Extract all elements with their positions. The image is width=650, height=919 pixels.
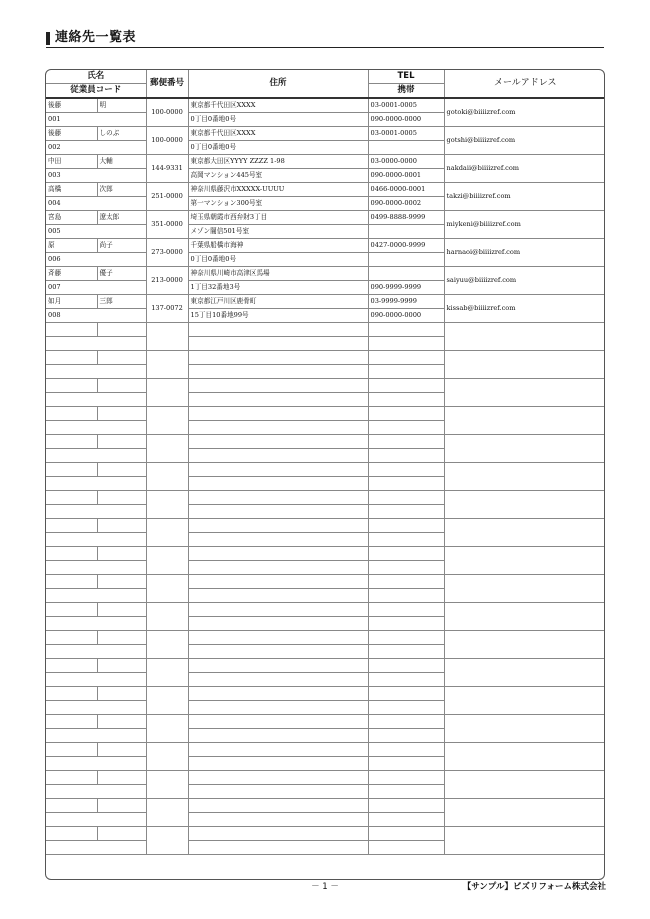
tel-cell: 03-0001-0005 — [368, 127, 444, 141]
zip-cell — [146, 547, 188, 575]
address-line2-cell — [188, 617, 368, 631]
last-name-cell: 中田 — [46, 155, 97, 169]
first-name-cell — [97, 491, 146, 505]
zip-cell: 100-0000 — [146, 127, 188, 155]
mobile-cell — [368, 813, 444, 827]
last-name-cell — [46, 799, 97, 813]
address-line2-cell — [188, 561, 368, 575]
address-line1-cell — [188, 435, 368, 449]
mobile-cell: 090-9999-9999 — [368, 281, 444, 295]
tel-cell — [368, 827, 444, 841]
mobile-cell — [368, 841, 444, 855]
address-line2-cell — [188, 505, 368, 519]
address-line1-cell: 千葉県船橋市海神 — [188, 239, 368, 253]
address-line1-cell — [188, 827, 368, 841]
employee-code-cell: 001 — [46, 113, 146, 127]
address-line1-cell: 東京都千代田区XXXX — [188, 98, 368, 113]
last-name-cell: 宮島 — [46, 211, 97, 225]
company-name: 【サンプル】ビズリフォーム株式会社 — [462, 882, 606, 892]
last-name-cell — [46, 715, 97, 729]
table-row — [46, 547, 605, 561]
employee-code-cell: 004 — [46, 197, 146, 211]
zip-cell — [146, 631, 188, 659]
address-line1-cell — [188, 351, 368, 365]
address-line1-cell — [188, 463, 368, 477]
email-cell: miykeni@biiiizref.com — [444, 211, 605, 239]
employee-code-cell — [46, 701, 146, 715]
mobile-cell: 090-0000-0001 — [368, 169, 444, 183]
address-line2-cell — [188, 421, 368, 435]
zip-cell — [146, 603, 188, 631]
email-cell — [444, 575, 605, 603]
address-line2-cell — [188, 785, 368, 799]
last-name-cell — [46, 827, 97, 841]
zip-cell — [146, 771, 188, 799]
email-cell: gotshi@biiiizref.com — [444, 127, 605, 155]
last-name-cell — [46, 603, 97, 617]
employee-code-cell — [46, 757, 146, 771]
tel-cell — [368, 435, 444, 449]
zip-cell — [146, 799, 188, 827]
employee-code-cell — [46, 841, 146, 855]
contact-table-frame — [45, 69, 605, 880]
last-name-cell — [46, 407, 97, 421]
tel-cell — [368, 547, 444, 561]
employee-code-cell: 006 — [46, 253, 146, 267]
address-line1-cell — [188, 519, 368, 533]
employee-code-cell — [46, 365, 146, 379]
table-row — [46, 715, 605, 729]
table-row — [46, 435, 605, 449]
email-cell — [444, 323, 605, 351]
header-zip: 郵便番号 — [146, 70, 188, 98]
table-row — [46, 799, 605, 813]
address-line2-cell — [188, 393, 368, 407]
first-name-cell — [97, 323, 146, 337]
address-line1-cell — [188, 379, 368, 393]
page-header — [46, 30, 604, 48]
tel-cell — [368, 519, 444, 533]
first-name-cell — [97, 799, 146, 813]
header-email: メールアドレス — [444, 70, 605, 98]
table-row — [46, 155, 605, 169]
tel-cell: 0466-0000-0001 — [368, 183, 444, 197]
tel-cell — [368, 267, 444, 281]
mobile-cell: 090-0000-0002 — [368, 197, 444, 211]
table-row — [46, 575, 605, 589]
address-line1-cell — [188, 659, 368, 673]
tel-cell — [368, 659, 444, 673]
header-employee-code: 従業員コード — [46, 84, 146, 99]
email-cell — [444, 771, 605, 799]
first-name-cell — [97, 547, 146, 561]
mobile-cell — [368, 393, 444, 407]
zip-cell: 251-0000 — [146, 183, 188, 211]
zip-cell — [146, 519, 188, 547]
zip-cell: 351-0000 — [146, 211, 188, 239]
address-line1-cell — [188, 687, 368, 701]
mobile-cell — [368, 757, 444, 771]
tel-cell: 03-0001-0005 — [368, 98, 444, 113]
address-line1-cell: 神奈川県藤沢市XXXXX-UUUU — [188, 183, 368, 197]
address-line1-cell — [188, 323, 368, 337]
first-name-cell — [97, 379, 146, 393]
employee-code-cell — [46, 785, 146, 799]
mobile-cell — [368, 785, 444, 799]
address-line2-cell — [188, 477, 368, 491]
zip-cell: 273-0000 — [146, 239, 188, 267]
zip-cell — [146, 379, 188, 407]
employee-code-cell — [46, 673, 146, 687]
last-name-cell — [46, 351, 97, 365]
first-name-cell — [97, 771, 146, 785]
zip-cell — [146, 687, 188, 715]
table-row — [46, 183, 605, 197]
mobile-cell — [368, 477, 444, 491]
address-line2-cell: 0丁目0番地0号 — [188, 253, 368, 267]
table-row — [46, 323, 605, 337]
last-name-cell — [46, 491, 97, 505]
address-line2-cell — [188, 757, 368, 771]
address-line1-cell — [188, 631, 368, 645]
zip-cell — [146, 463, 188, 491]
address-line1-cell — [188, 407, 368, 421]
tel-cell — [368, 463, 444, 477]
address-line1-cell — [188, 603, 368, 617]
last-name-cell — [46, 463, 97, 477]
address-line1-cell — [188, 743, 368, 757]
email-cell — [444, 491, 605, 519]
tel-cell: 0499-8888-9999 — [368, 211, 444, 225]
zip-cell: 100-0000 — [146, 98, 188, 127]
first-name-cell — [97, 743, 146, 757]
header-name: 氏名 — [46, 70, 146, 84]
table-row — [46, 827, 605, 841]
employee-code-cell — [46, 589, 146, 603]
address-line2-cell: 第一マンション300号室 — [188, 197, 368, 211]
address-line2-cell — [188, 365, 368, 379]
address-line2-cell: 15丁目10番地99号 — [188, 309, 368, 323]
email-cell: kissab@biiiizref.com — [444, 295, 605, 323]
email-cell — [444, 631, 605, 659]
employee-code-cell — [46, 477, 146, 491]
table-row — [46, 211, 605, 225]
address-line2-cell — [188, 729, 368, 743]
address-line2-cell — [188, 449, 368, 463]
mobile-cell — [368, 421, 444, 435]
first-name-cell — [97, 687, 146, 701]
first-name-cell: 遼太郎 — [97, 211, 146, 225]
email-cell — [444, 435, 605, 463]
table-row — [46, 407, 605, 421]
last-name-cell — [46, 547, 97, 561]
title-accent-bar — [46, 32, 50, 45]
first-name-cell: 優子 — [97, 267, 146, 281]
contact-table — [46, 70, 605, 855]
address-line2-cell: 高岡マンション445号室 — [188, 169, 368, 183]
address-line1-cell: 東京都千代田区XXXX — [188, 127, 368, 141]
employee-code-cell: 003 — [46, 169, 146, 183]
address-line2-cell — [188, 533, 368, 547]
employee-code-cell: 008 — [46, 309, 146, 323]
table-row — [46, 351, 605, 365]
employee-code-cell — [46, 561, 146, 575]
zip-cell — [146, 491, 188, 519]
tel-cell: 0427-0000-9999 — [368, 239, 444, 253]
employee-code-cell: 007 — [46, 281, 146, 295]
employee-code-cell — [46, 645, 146, 659]
zip-cell: 144-9331 — [146, 155, 188, 183]
tel-cell — [368, 771, 444, 785]
address-line2-cell — [188, 589, 368, 603]
first-name-cell — [97, 407, 146, 421]
table-row — [46, 463, 605, 477]
mobile-cell — [368, 505, 444, 519]
last-name-cell — [46, 743, 97, 757]
employee-code-cell — [46, 449, 146, 463]
table-row — [46, 491, 605, 505]
employee-code-cell — [46, 421, 146, 435]
zip-cell — [146, 323, 188, 351]
table-row — [46, 267, 605, 281]
mobile-cell — [368, 617, 444, 631]
zip-cell — [146, 407, 188, 435]
email-cell — [444, 547, 605, 575]
page-number: － 1 － — [311, 882, 339, 892]
employee-code-cell — [46, 505, 146, 519]
last-name-cell: 後藤 — [46, 98, 97, 113]
employee-code-cell: 002 — [46, 141, 146, 155]
employee-code-cell — [46, 813, 146, 827]
table-row — [46, 239, 605, 253]
table-row — [46, 631, 605, 645]
tel-cell — [368, 379, 444, 393]
first-name-cell — [97, 519, 146, 533]
zip-cell — [146, 715, 188, 743]
last-name-cell — [46, 659, 97, 673]
mobile-cell — [368, 673, 444, 687]
mobile-cell — [368, 701, 444, 715]
email-cell — [444, 519, 605, 547]
employee-code-cell — [46, 533, 146, 547]
last-name-cell — [46, 323, 97, 337]
last-name-cell — [46, 771, 97, 785]
table-row — [46, 295, 605, 309]
email-cell — [444, 659, 605, 687]
first-name-cell — [97, 575, 146, 589]
first-name-cell — [97, 631, 146, 645]
address-line2-cell: 0丁目0番地0号 — [188, 141, 368, 155]
address-line2-cell — [188, 701, 368, 715]
address-line1-cell — [188, 799, 368, 813]
first-name-cell: 三郎 — [97, 295, 146, 309]
first-name-cell: 尚子 — [97, 239, 146, 253]
address-line1-cell: 東京都江戸川区鹿骨町 — [188, 295, 368, 309]
mobile-cell — [368, 645, 444, 659]
last-name-cell: 斉藤 — [46, 267, 97, 281]
email-cell — [444, 743, 605, 771]
address-line1-cell — [188, 715, 368, 729]
contact-table-body — [46, 98, 605, 855]
mobile-cell — [368, 589, 444, 603]
header-tel: TEL — [368, 70, 444, 84]
email-cell — [444, 379, 605, 407]
tel-cell: 03-9999-9999 — [368, 295, 444, 309]
address-line1-cell — [188, 771, 368, 785]
table-row — [46, 743, 605, 757]
tel-cell — [368, 743, 444, 757]
address-line2-cell — [188, 813, 368, 827]
email-cell: nakdaii@biiiizref.com — [444, 155, 605, 183]
mobile-cell — [368, 449, 444, 463]
tel-cell — [368, 603, 444, 617]
email-cell — [444, 407, 605, 435]
address-line1-cell — [188, 547, 368, 561]
tel-cell — [368, 575, 444, 589]
tel-cell — [368, 799, 444, 813]
zip-cell — [146, 435, 188, 463]
zip-cell — [146, 659, 188, 687]
first-name-cell: 次郎 — [97, 183, 146, 197]
address-line2-cell: 0丁目0番地0号 — [188, 113, 368, 127]
mobile-cell — [368, 729, 444, 743]
address-line2-cell — [188, 645, 368, 659]
email-cell — [444, 603, 605, 631]
mobile-cell — [368, 225, 444, 239]
mobile-cell: 090-0000-0000 — [368, 309, 444, 323]
zip-cell — [146, 743, 188, 771]
last-name-cell — [46, 435, 97, 449]
last-name-cell: 後藤 — [46, 127, 97, 141]
first-name-cell: 大輔 — [97, 155, 146, 169]
email-cell — [444, 715, 605, 743]
table-row — [46, 603, 605, 617]
tel-cell — [368, 631, 444, 645]
tel-cell — [368, 491, 444, 505]
first-name-cell — [97, 715, 146, 729]
first-name-cell — [97, 603, 146, 617]
email-cell: gotoki@biiiizref.com — [444, 98, 605, 127]
address-line1-cell — [188, 575, 368, 589]
last-name-cell — [46, 519, 97, 533]
zip-cell — [146, 351, 188, 379]
table-row — [46, 771, 605, 785]
table-row — [46, 687, 605, 701]
tel-cell — [368, 407, 444, 421]
table-row — [46, 127, 605, 141]
zip-cell: 213-0000 — [146, 267, 188, 295]
address-line1-cell: 東京都大田区YYYY ZZZZ 1-98 — [188, 155, 368, 169]
last-name-cell — [46, 687, 97, 701]
last-name-cell — [46, 379, 97, 393]
employee-code-cell — [46, 393, 146, 407]
header-address: 住所 — [188, 70, 368, 98]
tel-cell: 03-0000-0000 — [368, 155, 444, 169]
employee-code-cell — [46, 617, 146, 631]
address-line2-cell — [188, 337, 368, 351]
address-line1-cell — [188, 491, 368, 505]
tel-cell — [368, 323, 444, 337]
employee-code-cell — [46, 337, 146, 351]
email-cell — [444, 827, 605, 855]
mobile-cell: 090-0000-0000 — [368, 113, 444, 127]
last-name-cell — [46, 575, 97, 589]
address-line2-cell: 1丁目32番地3号 — [188, 281, 368, 295]
tel-cell — [368, 687, 444, 701]
email-cell — [444, 799, 605, 827]
first-name-cell: 明 — [97, 98, 146, 113]
first-name-cell — [97, 659, 146, 673]
first-name-cell — [97, 463, 146, 477]
first-name-cell — [97, 435, 146, 449]
first-name-cell — [97, 827, 146, 841]
email-cell: takzi@biiiizref.com — [444, 183, 605, 211]
employee-code-cell — [46, 729, 146, 743]
tel-cell — [368, 351, 444, 365]
mobile-cell — [368, 365, 444, 379]
email-cell: harnaoi@biiiizref.com — [444, 239, 605, 267]
table-row — [46, 519, 605, 533]
first-name-cell: しのぶ — [97, 127, 146, 141]
mobile-cell — [368, 253, 444, 267]
zip-cell — [146, 575, 188, 603]
address-line2-cell — [188, 673, 368, 687]
email-cell — [444, 463, 605, 491]
table-row — [46, 98, 605, 113]
zip-cell — [146, 827, 188, 855]
mobile-cell — [368, 533, 444, 547]
email-cell — [444, 687, 605, 715]
employee-code-cell: 005 — [46, 225, 146, 239]
mobile-cell — [368, 141, 444, 155]
last-name-cell: 高橋 — [46, 183, 97, 197]
email-cell — [444, 351, 605, 379]
address-line2-cell — [188, 841, 368, 855]
page-title: 連絡先一覧表 — [55, 30, 137, 45]
table-row — [46, 379, 605, 393]
address-line1-cell: 神奈川県川崎市高津区馬場 — [188, 267, 368, 281]
address-line1-cell: 埼玉県朝霞市西弁財3丁目 — [188, 211, 368, 225]
first-name-cell — [97, 351, 146, 365]
email-cell: saiyuu@biiiizref.com — [444, 267, 605, 295]
last-name-cell: 原 — [46, 239, 97, 253]
table-row — [46, 659, 605, 673]
last-name-cell: 如月 — [46, 295, 97, 309]
tel-cell — [368, 715, 444, 729]
mobile-cell — [368, 561, 444, 575]
mobile-cell — [368, 337, 444, 351]
last-name-cell — [46, 631, 97, 645]
header-mobile: 携帯 — [368, 84, 444, 99]
address-line2-cell: メゾン闇信501号室 — [188, 225, 368, 239]
zip-cell: 137-0072 — [146, 295, 188, 323]
